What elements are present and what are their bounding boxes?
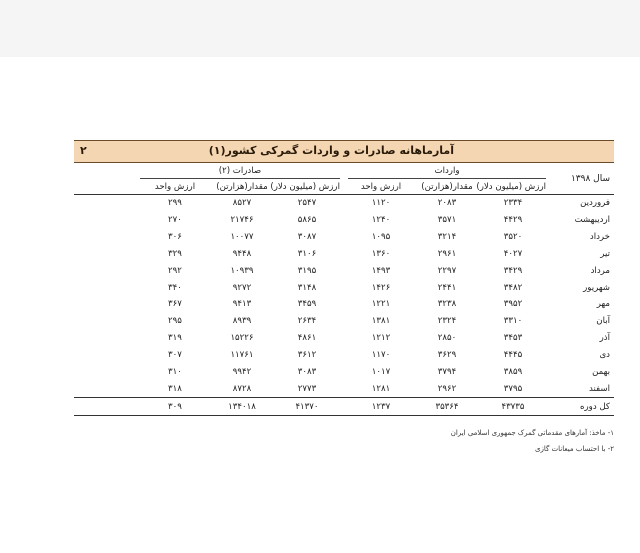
table-row: [74, 313, 614, 330]
title-bar: [74, 140, 614, 163]
import-unit-value-cell: ۱۴۹۳: [371, 265, 391, 276]
table-row: [74, 262, 614, 279]
export-quantity-cell: ۹۴۱۳: [232, 299, 252, 310]
import-unit-value-cell: ۱۲۲۱: [371, 299, 391, 310]
month-cell: آبان: [596, 316, 610, 327]
table-row: [74, 380, 614, 397]
month-cell: مهر: [596, 299, 610, 310]
top-band: [0, 0, 640, 57]
export-unit-value-cell: ۳۴۰: [168, 282, 182, 293]
header-row-columns: [74, 179, 614, 195]
import-quantity-cell: ۲۸۵۰: [437, 333, 457, 344]
total-import-unit-value: ۱۲۳۷: [348, 398, 414, 416]
export-value-cell: ۲۶۳۴: [297, 316, 317, 327]
export-unit-value-cell: ۳۰۷: [168, 350, 182, 361]
export-quantity-cell: ۱۱۷۶۱: [230, 350, 254, 361]
export-unit-value-cell: ۳۲۹: [168, 248, 182, 259]
import-value-cell: ۳۳۱۰: [503, 316, 523, 327]
month-cell: فروردین: [580, 198, 610, 209]
import-value-cell: ۴۴۲۹: [503, 215, 523, 226]
import-quantity-cell: ۲۲۹۷: [437, 265, 457, 276]
export-quantity-cell: ۱۰۰۷۷: [230, 232, 254, 243]
table-row: [74, 246, 614, 263]
export-unit-value-cell: ۲۹۲: [168, 265, 182, 276]
page-number: ۲: [80, 144, 87, 157]
month-cell: مرداد: [590, 265, 610, 276]
month-cell: اردیبهشت: [574, 215, 610, 226]
export-value-cell: ۴۸۶۱: [297, 333, 317, 344]
trade-table: [74, 163, 614, 416]
year-header: سال ۱۳۹۸: [546, 163, 614, 195]
table-row: [74, 296, 614, 313]
import-unit-value-cell: ۱۰۱۷: [371, 366, 391, 377]
total-export-quantity: ۱۳۴۰۱۸: [210, 398, 274, 416]
table-row: [74, 279, 614, 296]
import-quantity-cell: ۲۰۸۳: [437, 198, 457, 209]
import-quantity-cell: ۳۲۱۴: [437, 232, 457, 243]
import-unit-value-cell: ۱۱۷۰: [371, 350, 391, 361]
export-quantity-cell: ۹۲۷۲: [232, 282, 252, 293]
export-value-cell: ۳۱۹۵: [297, 265, 317, 276]
export-value-cell: ۲۷۷۳: [297, 383, 317, 394]
month-cell: بهمن: [592, 366, 610, 377]
table-row: [74, 229, 614, 246]
export-unit-value-cell: ۲۹۹: [168, 198, 182, 209]
import-quantity-cell: ۲۴۴۱: [437, 282, 457, 293]
footnotes: [451, 425, 614, 457]
total-import-value: ۴۳۷۳۵: [480, 398, 546, 416]
exports-group-header: صادرات (۲): [140, 163, 340, 179]
import-value-cell: ۳۹۵۲: [503, 299, 523, 310]
table-row: [74, 330, 614, 347]
footnote-source: ۱- ماخذ: آمارهای مقدماتی گمرک جمهوری اسلامی ایران: [450, 429, 614, 437]
table-row: [74, 363, 614, 380]
export-quantity-cell: ۹۹۴۲: [232, 366, 252, 377]
month-cell: شهریور: [583, 282, 610, 293]
document-table-block: [74, 140, 614, 453]
export-value-cell: ۳۰۸۷: [297, 232, 317, 243]
export-unit-value-cell: ۲۹۵: [168, 316, 182, 327]
total-export-unit-value: ۳۰۹: [140, 398, 210, 416]
table-row: [74, 212, 614, 229]
export-value-cell: ۳۴۵۹: [297, 299, 317, 310]
footnote-condensate: ۲- با احتساب میعانات گازی: [535, 445, 614, 453]
export-quantity-cell: ۸۵۲۷: [232, 198, 252, 209]
imports-group-header: واردات: [348, 163, 546, 179]
import-value-cell: ۴۰۲۷: [503, 248, 523, 259]
col-import-unit-value: ارزش واحد: [348, 179, 414, 195]
export-value-cell: ۳۱۰۶: [297, 248, 317, 259]
import-quantity-cell: ۳۷۹۴: [437, 366, 457, 377]
import-unit-value-cell: ۱۲۱۲: [371, 333, 391, 344]
import-value-cell: ۲۳۳۴: [503, 198, 523, 209]
import-value-cell: ۳۴۸۲: [503, 282, 523, 293]
export-unit-value-cell: ۳۰۶: [168, 232, 182, 243]
import-value-cell: ۳۷۹۵: [503, 383, 523, 394]
import-unit-value-cell: ۱۱۲۰: [371, 198, 391, 209]
export-quantity-cell: ۱۵۲۲۶: [230, 333, 254, 344]
total-export-value: ۴۱۳۷۰: [274, 398, 340, 416]
import-quantity-cell: ۲۳۲۴: [437, 316, 457, 327]
import-value-cell: ۳۵۲۰: [503, 232, 523, 243]
header-row-groups: [74, 163, 614, 179]
import-value-cell: ۳۴۵۳: [503, 333, 523, 344]
export-value-cell: ۳۶۱۲: [297, 350, 317, 361]
export-quantity-cell: ۸۹۳۹: [232, 316, 252, 327]
month-cell: تیر: [600, 248, 610, 259]
export-unit-value-cell: ۳۱۹: [168, 333, 182, 344]
import-unit-value-cell: ۱۳۶۰: [371, 248, 391, 259]
total-import-quantity: ۳۵۳۶۴: [414, 398, 480, 416]
export-quantity-cell: ۸۷۲۸: [232, 383, 252, 394]
import-value-cell: ۳۴۲۹: [503, 265, 523, 276]
export-quantity-cell: ۹۴۴۸: [232, 248, 252, 259]
col-import-quantity: مقدار(هزارتن): [414, 179, 480, 195]
col-export-unit-value: ارزش واحد: [140, 179, 210, 195]
month-cell: آذر: [599, 333, 610, 344]
col-export-value: ارزش (میلیون دلار): [274, 179, 340, 195]
export-value-cell: ۲۵۴۷: [297, 198, 317, 209]
col-export-quantity: مقدار(هزارتن): [210, 179, 274, 195]
export-value-cell: ۳۱۴۸: [297, 282, 317, 293]
export-unit-value-cell: ۳۶۷: [168, 299, 182, 310]
month-cell: اسفند: [588, 383, 610, 394]
total-label: کل دوره: [546, 398, 614, 416]
export-quantity-cell: ۱۰۹۳۹: [230, 265, 254, 276]
export-unit-value-cell: ۳۱۸: [168, 383, 182, 394]
import-quantity-cell: ۳۵۷۱: [437, 215, 457, 226]
export-value-cell: ۵۸۶۵: [297, 215, 317, 226]
total-row: [74, 398, 614, 416]
import-unit-value-cell: ۱۳۸۱: [371, 316, 391, 327]
table-row: [74, 347, 614, 364]
import-value-cell: ۴۴۴۵: [503, 350, 523, 361]
import-quantity-cell: ۲۹۶۲: [437, 383, 457, 394]
import-unit-value-cell: ۱۲۴۰: [371, 215, 391, 226]
export-value-cell: ۳۰۸۳: [297, 366, 317, 377]
export-unit-value-cell: ۲۷۰: [168, 215, 182, 226]
col-import-value: ارزش (میلیون دلار): [480, 179, 546, 195]
import-value-cell: ۳۸۵۹: [503, 366, 523, 377]
import-quantity-cell: ۳۲۳۸: [437, 299, 457, 310]
month-cell: خرداد: [589, 232, 610, 243]
import-unit-value-cell: ۱۰۹۵: [371, 232, 391, 243]
month-cell: دی: [599, 350, 610, 361]
import-quantity-cell: ۲۹۶۱: [437, 248, 457, 259]
table-title: آمارماهانه صادرات و واردات گمرکی کشور(۱): [208, 144, 454, 157]
table-row: [74, 195, 614, 212]
export-quantity-cell: ۲۱۷۴۶: [230, 215, 254, 226]
import-quantity-cell: ۳۶۲۹: [437, 350, 457, 361]
import-unit-value-cell: ۱۲۸۱: [371, 383, 391, 394]
export-unit-value-cell: ۳۱۰: [168, 366, 182, 377]
import-unit-value-cell: ۱۴۲۶: [371, 282, 391, 293]
